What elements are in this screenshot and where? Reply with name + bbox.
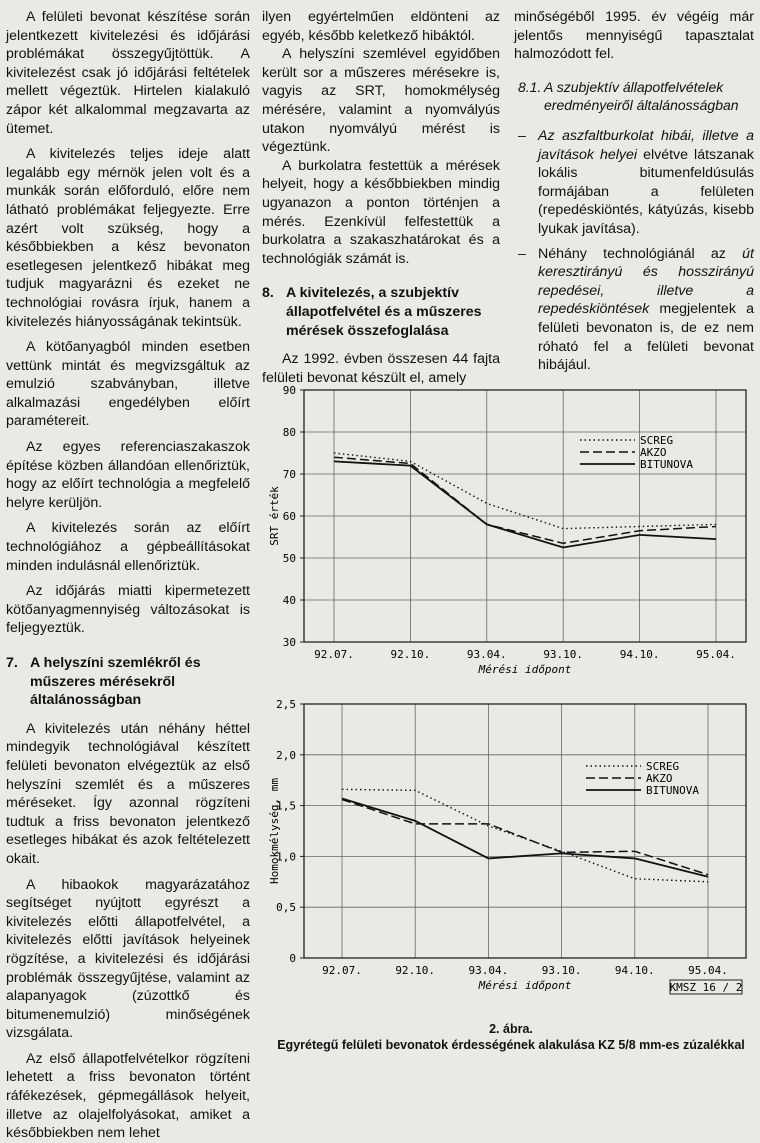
figure-caption: [262, 1021, 760, 1053]
y-tick-label: 60: [282, 510, 296, 523]
x-tick-label: 92.10.: [390, 648, 431, 661]
list-item: – Néhány technológiánál az út keresztirányú és hosszirányú repedései, illetve a repedéskiöntések megjelentek a felületi bevonaton is, de ez nem róható fel a felületi bevonat hibájául.: [518, 245, 754, 374]
x-axis-label: Mérési időpont: [478, 979, 572, 992]
srt-chart: [262, 382, 752, 682]
y-tick-label: 0,5: [276, 901, 296, 915]
legend-label: AKZO: [646, 772, 673, 785]
y-tick-label: 50: [282, 552, 296, 565]
legend-label: BITUNOVA: [646, 784, 699, 797]
section-title: A helyszíni szemlékről és műszeres mérésekről általánosságban: [30, 655, 201, 709]
x-tick-label: 93.10.: [543, 648, 584, 661]
y-tick-label: 1,0: [276, 850, 296, 864]
paragraph: A felületi bevonat készítése során jelentkezett kivitelezési és időjárási problémákat összegyűjtöttük. A kivitelezést csak jó időjárási feltételek mellett végeztük. Hirtelen kialakuló zápor két alkalommal megzavarta az ütemet.: [6, 9, 250, 137]
y-tick-label: 1,5: [276, 799, 296, 813]
x-tick-label: 93.04.: [468, 964, 509, 977]
y-tick-label: 2,5: [276, 698, 296, 711]
paragraph: A hibaokok magyarázatához segítséget nyújtott egyrészt a kivitelezés előtti állapotfelvétel, a kivitelezés előtti javítások helyeinek rögzítése, a kivitelezési és időjárási problémák összegyűjtése, valamint az alapanyagok (zúzottkő és bitumenemulzió) minőségének vizsgálata.: [6, 876, 250, 1042]
list-item-text: elvétve látszanak lokális bitumenfeldúsulás formájában a felületen (repedéskiöntés, kátyúzás, kisebb lyukak javítása).: [538, 146, 754, 237]
subsection-number: 8.1.: [518, 78, 542, 95]
list-item-text: megjelentek a felületi bevonaton is, de ez nem róható fel a felületi bevonat hibájául.: [538, 301, 754, 374]
paragraph: A kötőanyagból minden esetben vettünk mintát és megvizsgáltuk az emulzió szabványban, illetve alkalmazási engedélyben előírt paramétereit.: [6, 339, 250, 430]
section-title: A kivitelezés, a szubjektív állapotfelvétel és a műszeres mérések összefoglalása: [286, 285, 482, 339]
list-item: – Az aszfaltburkolat hibái, illetve a javítások helyei elvétve látszanak lokális bitumenfeldúsulás formájában a felületen (repedéskiöntés, kátyúzás, kisebb lyukak javítása).: [518, 127, 754, 237]
x-tick-label: 93.10.: [541, 964, 582, 977]
stamp-label: KMSZ 16 / 2: [669, 981, 743, 994]
section-heading-8: [262, 284, 500, 340]
legend-label: BITUNOVA: [640, 458, 693, 471]
section-number: 8.: [262, 285, 274, 302]
y-tick-label: 80: [282, 426, 296, 439]
y-tick-label: 90: [282, 384, 296, 397]
figure-number: 2. ábra.: [489, 1022, 533, 1036]
legend-label: AKZO: [640, 446, 667, 459]
paragraph: Az első állapotfelvételkor rögzíteni lehetett a friss bevonaton történt ráfékezések, gépmegállások helyeit, illetve az olajelfolyásokat, amiket a későbbiekben nem lehet: [6, 1050, 250, 1142]
x-tick-label: 94.10.: [619, 648, 660, 661]
paragraph: Az időjárás miatti kipermetezett kötőanyagmennyiség változásokat is feljegyeztük.: [6, 583, 250, 637]
paragraph: minőségéből 1995. év végéig már jelentős mennyiségű tapasztalat halmozódott fel.: [514, 9, 754, 63]
paragraph: A kivitelezés során az előírt technológiához a gépbeállításokat minden indulásnál ellenőriztük.: [6, 520, 250, 574]
paragraph: ilyen egyértelműen eldönteni az egyéb, később keletkező hibáktól.: [262, 9, 500, 44]
paragraph: A kivitelezés teljes ideje alatt legalább egy mérnök jelen volt és a munkák során előforduló, előre nem látható problémákat feljegyezte. Erre azért volt szükség, hogy a későbbiekben a kész bevonaton esetlegesen jelentkező hibákat meg tudjuk magyarázni és ezeket ne technológiai rovásra írjuk, hanem a kivitelezés hiányosságának tekintsük.: [6, 146, 250, 330]
y-axis-label: SRT érték: [268, 486, 281, 546]
x-tick-label: 95.04.: [696, 648, 736, 661]
x-tick-label: 95.04.: [688, 964, 728, 977]
paragraph: Az egyes referenciaszakaszok építése közben állandóan ellenőriztük, hogy az előírt technológia a megfelelő helyre kerüljön.: [6, 439, 250, 511]
y-tick-label: 0: [289, 952, 296, 965]
y-tick-label: 40: [282, 594, 296, 607]
legend-label: SCREG: [646, 760, 680, 773]
paragraph: A kivitelezés után néhány héttel mindegyik technológiával készített felületi bevonaton elvégeztük az első helyszíni szemlét és a műszeres méréseket. Így azonnal rögzíteni tudtuk a friss bevonaton jelentkező esetleges hibákat és azok feltételezett okait.: [6, 720, 250, 867]
figure-title: Egyrétegű felületi bevonatok érdességének alakulása KZ 5/8 mm-es zúzalékkal: [277, 1038, 745, 1052]
x-tick-label: 92.07.: [314, 648, 354, 661]
subsection-heading-8-1: [514, 78, 754, 115]
y-tick-label: 2,0: [276, 748, 296, 762]
y-axis-label: Homokmélység, mm: [268, 778, 281, 884]
text-column-3: [514, 8, 754, 381]
subsection-title: A szubjektív állapotfelvételek eredményeiről általánosságban: [544, 78, 739, 114]
x-tick-label: 94.10.: [614, 964, 655, 977]
list-item-emphasis: út keresztirányú és hosszirányú repedései, illetve a repedéskiöntések: [538, 245, 754, 318]
paragraph: Az 1992. évben összesen 44 fajta felületi bevonat készült el, amely: [262, 351, 500, 386]
sand-depth-chart: [262, 696, 752, 998]
x-tick-label: 92.10.: [395, 964, 436, 977]
x-axis-label: Mérési időpont: [478, 663, 572, 676]
y-tick-label: 70: [282, 468, 296, 481]
x-tick-label: 93.04.: [466, 648, 507, 661]
list-item-text: Néhány technológiánál az: [538, 245, 743, 262]
paragraph: A burkolatra festettük a mérések helyeit, hogy a későbbiekben mindig ugyanazon a ponton történjen a mérés. Ezenkívül felfestettük a burkolatra a szakaszhatárokat és a technológiák számát is.: [262, 157, 500, 267]
list-item-emphasis: Az aszfaltburkolat hibái, illetve a javítások helyei: [538, 127, 754, 163]
series-line-screg: [342, 789, 708, 881]
legend-label: SCREG: [640, 434, 674, 447]
text-column-1: [6, 8, 250, 1143]
text-column-2: [262, 8, 500, 387]
section-heading-7: [6, 654, 250, 710]
paragraph: A helyszíni szemlével egyidőben került sor a műszeres mérésekre is, vagyis az SRT, homokmélység mérésére, valamint a nyomvályús utakon nyomvályú mérést is végeztünk.: [262, 46, 500, 156]
x-tick-label: 92.07.: [322, 964, 362, 977]
y-tick-label: 30: [282, 636, 296, 649]
section-number: 7.: [6, 655, 18, 671]
plot-frame: [304, 704, 746, 958]
